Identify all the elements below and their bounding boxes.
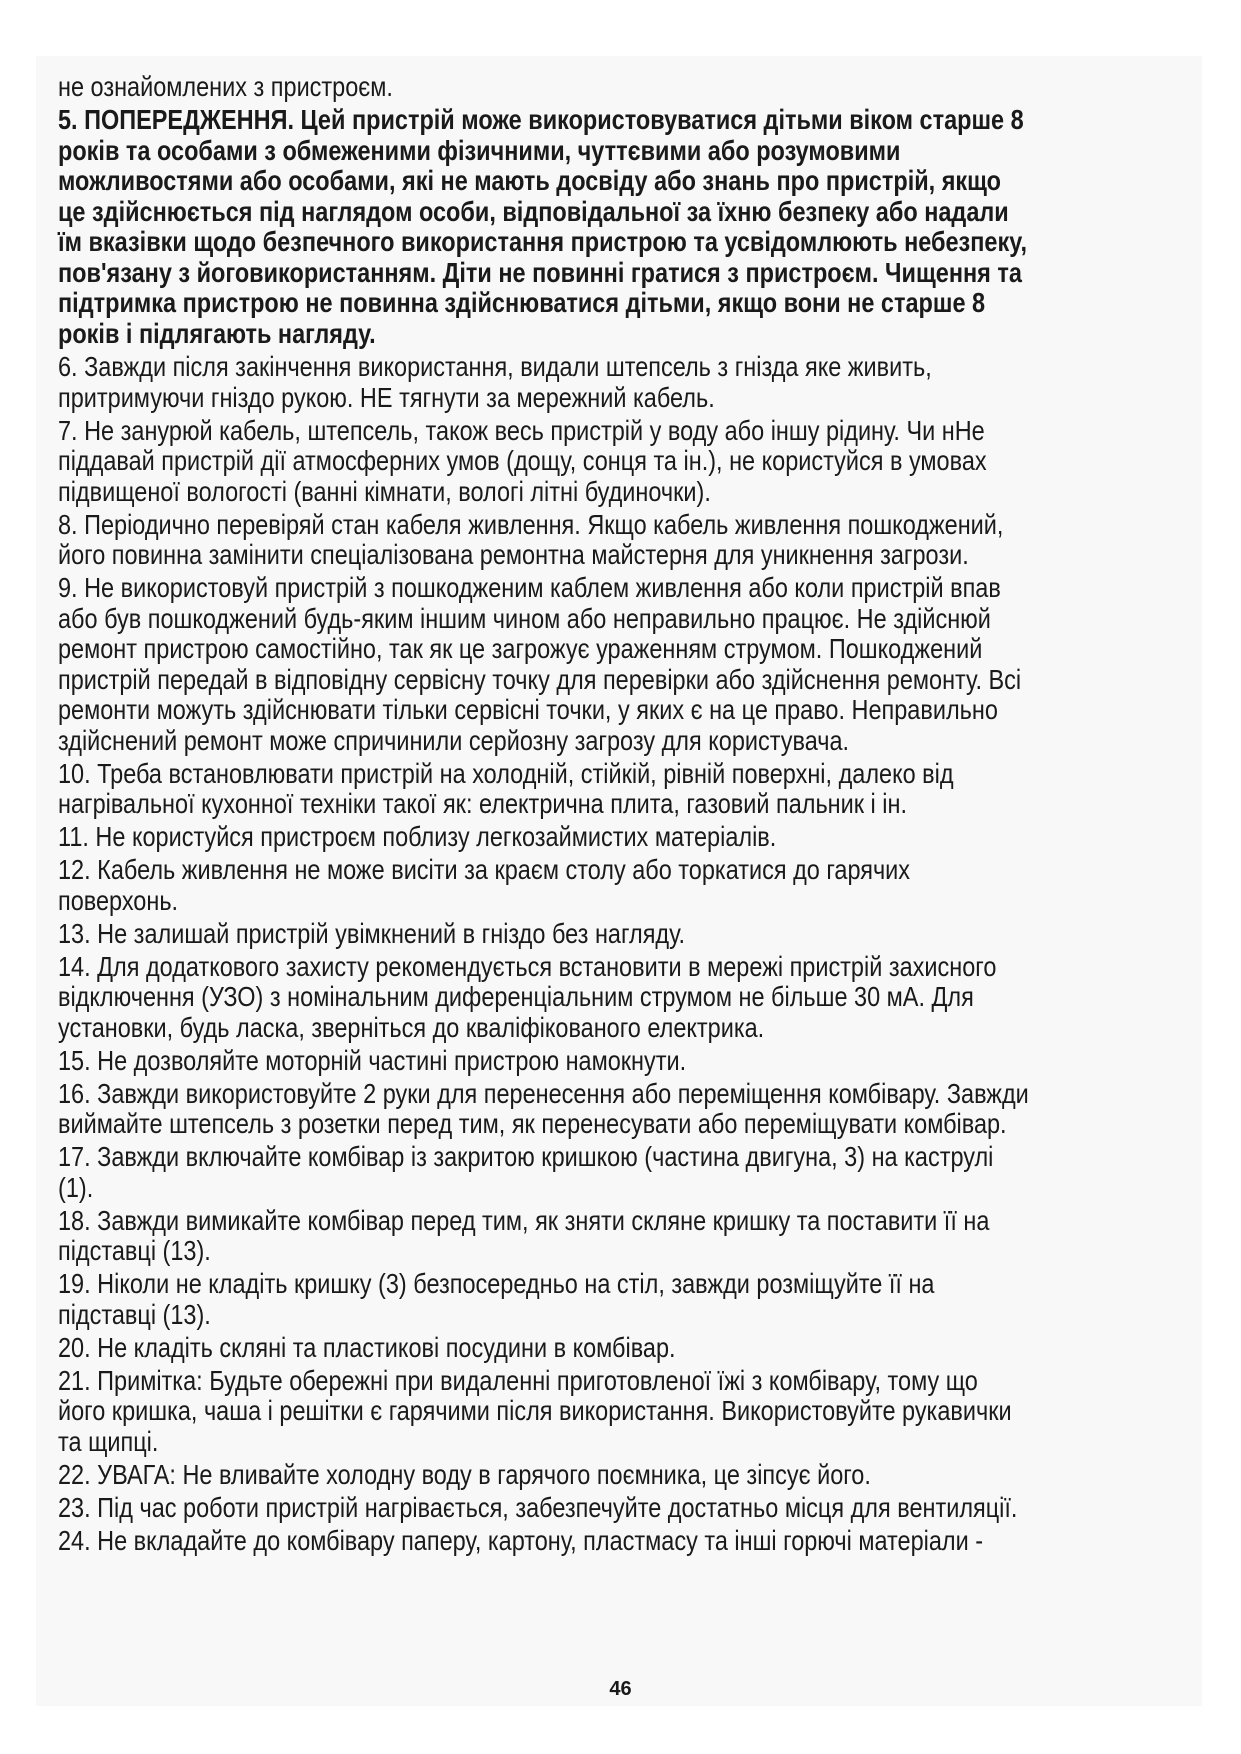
- paragraph-item: 8. Періодично перевіряй стан кабеля живлення. Якщо кабель живлення пошкоджений, його повинна замінити спеціалізована ремонтна майстерня для уникнення загрози.: [58, 508, 1004, 570]
- paragraph-item: 15. Не дозволяйте моторній частині пристрою намокнути.: [58, 1044, 687, 1076]
- paragraph-item: 6. Завжди після закінчення використання, видали штепсель з гнізда яке живить, притримуючи гніздо рукою. НЕ тягнути за мережний кабель.: [58, 351, 932, 413]
- paragraph-continuation: не ознайомлених з пристроєм.: [58, 71, 393, 102]
- paragraph-item: 10. Треба встановлювати пристрій на холодній, стійкій, рівній поверхні, далеко від нагрівальної кухонної техніки такої як: електрична плита, газовий пальник і ін.: [58, 757, 954, 819]
- paragraph-item: 13. Не залишай пристрій увімкнений в гніздо без нагляду.: [58, 917, 686, 949]
- paragraph-item: 17. Завжди включайте комбівар із закритою кришкою (частина двигуна, 3) на каструлі (1).: [58, 1141, 994, 1203]
- paragraph-item: 19. Ніколи не кладіть кришку (3) безпосередньо на стіл, завжди розміщуйте її на підставці (13).: [58, 1268, 935, 1330]
- paragraph-item: 22. УВАГА: Не вливайте холодну воду в гарячого поємника, це зіпсує його.: [58, 1458, 871, 1490]
- paragraph-item: 9. Не використовуй пристрій з пошкодженим каблем живлення або коли пристрій впав або був пошкоджений будь-яким іншим чином або неправильно працює. Не здійснюй ремонт пристрою самостійно, так як це загрожує ураженням струмом. Пошкоджений пристрій передай в відповідну сервісну точку для перевірки або здійснення ремонту. Всі ремонти можуть здійснювати тільки сервісні точки, у яких є на це право. Неправильно здійснений ремонт може спричинили серйозну загрозу для користувача.: [58, 572, 1022, 756]
- paragraph-item: 21. Примітка: Будьте обережні при видаленні приготовленої їжі з комбівару, тому що його кришка, чаша і решітки є гарячими після використання. Використовуйте рукавички та щипці.: [58, 1364, 1012, 1457]
- paragraph-item: 12. Кабель живлення не може висіти за краєм столу або торкатися до гарячих поверхонь.: [58, 854, 911, 916]
- paragraph-item: 24. Не вкладайте до комбівару паперу, картону, пластмасу та інші горючі матеріали -: [58, 1524, 984, 1556]
- paragraph-item: 18. Завжди вимикайте комбівар перед тим, як зняти скляне кришку та поставити її на підставці (13).: [58, 1204, 990, 1266]
- paragraph-item: 7. Не занурюй кабель, штепсель, також весь пристрій у воду або іншу рідину. Чи нНе піддавай пристрій дії атмосферних умов (дощу, сонця та ін.), не користуйся в умовах підвищеної вологості (ванні кімнати, вологі літні будиночки).: [58, 414, 987, 507]
- paragraph-item: 20. Не кладіть скляні та пластикові посудини в комбівар.: [58, 1331, 676, 1363]
- paragraph-item: 16. Завжди використовуйте 2 руки для перенесення або переміщення комбівару. Завжди виймайте штепсель з розетки перед тим, як перенесувати або переміщувати комбівар.: [58, 1077, 1029, 1139]
- document-body: [58, 72, 1030, 1559]
- paragraph-item: 14. Для додаткового захисту рекомендується встановити в мережі пристрій захисного відключення (УЗО) з номінальним диференціальним струмом не більше 30 мА. Для установки, будь ласка, зверніться до кваліфікованого електрика.: [58, 950, 997, 1043]
- page-number: 46: [609, 1678, 632, 1700]
- paragraph-item: 11. Не користуйся пристроєм поблизу легкозаймистих матеріалів.: [58, 821, 777, 852]
- paragraph-item: 23. Під час роботи пристрій нагрівається, забезпечуйте достатньо місця для вентиляції.: [58, 1491, 1018, 1523]
- paragraph-warning: 5. ПОПЕРЕДЖЕННЯ. Цей пристрій може використовуватися дітьми віком старше 8 років та особами з обмеженими фізичними, чуттєвими або розумовими можливостями або особами, які не мають досвіду або знань про пристрій, якщо це здійснюється під наглядом особи, відповідальної за їхню безпеку або надали їм вказівки щодо безпечного використання пристрою та усвідомлюють небезпеку, пов'язану з йоговикористанням. Діти не повинні гратися з пристроєм. Чищення та підтримка пристрою не повинна здійснюватися дітьми, якщо вони не старше 8 років і підлягають нагляду.: [58, 104, 1028, 349]
